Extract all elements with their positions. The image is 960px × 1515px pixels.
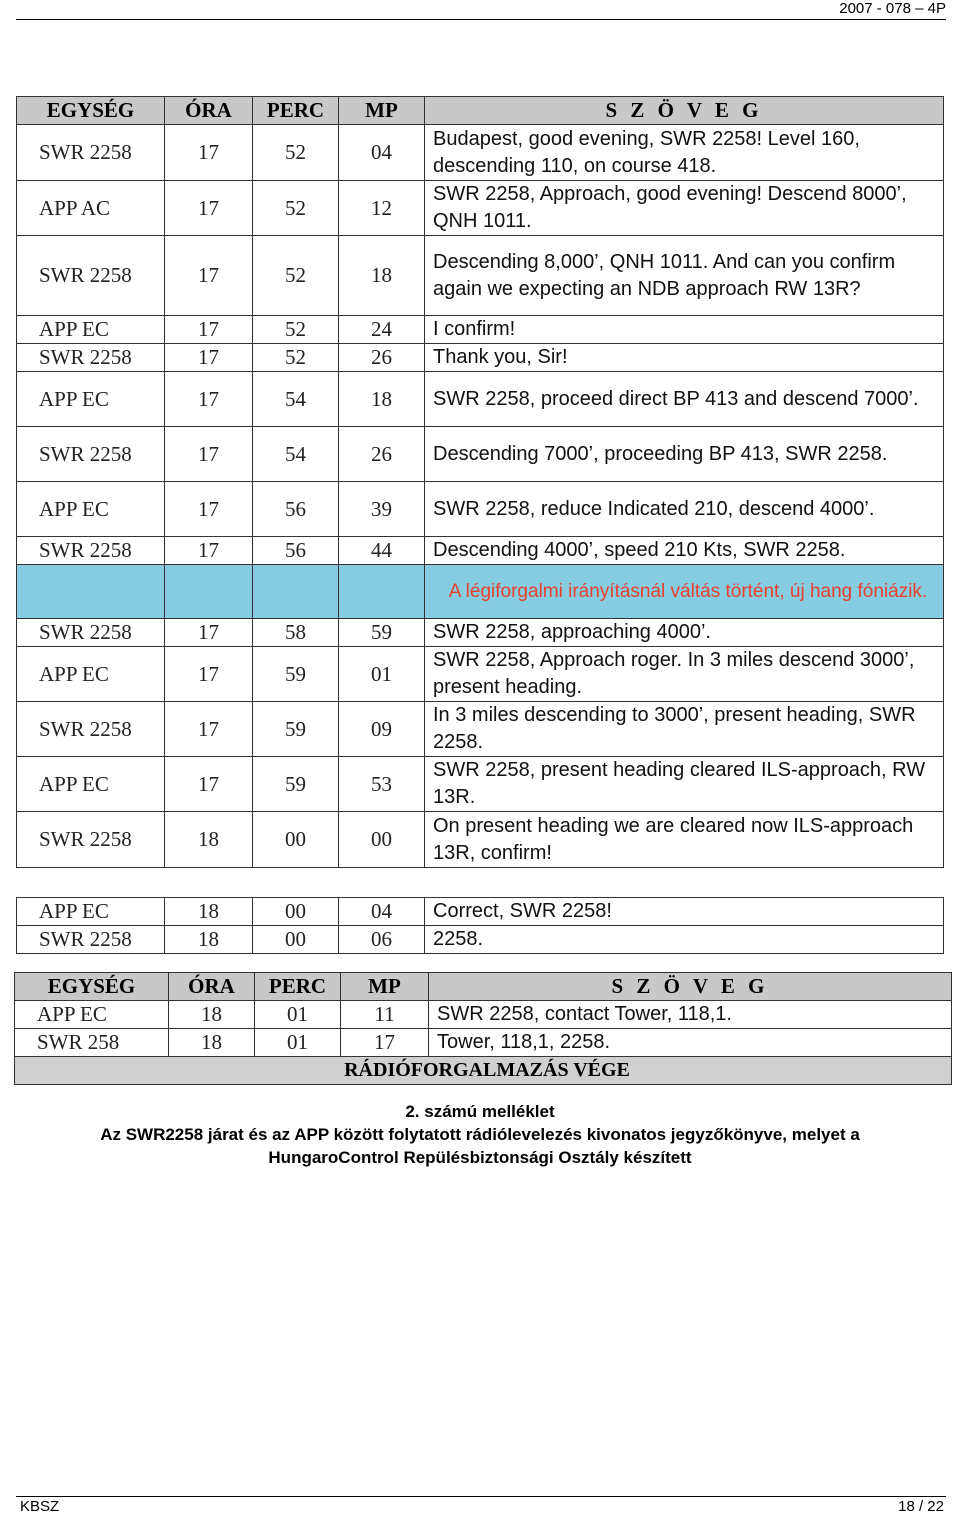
cell-unit: APP EC — [17, 482, 165, 537]
col-second-header: MP — [339, 97, 425, 125]
cell-hour: 17 — [165, 757, 253, 812]
cell-minute: 54 — [253, 427, 339, 482]
cell-minute: 59 — [253, 757, 339, 812]
cell-unit: SWR 258 — [15, 1029, 169, 1057]
table-row — [17, 812, 944, 868]
cell-second: 18 — [339, 236, 425, 316]
caption-annex-number: 2. számú melléklet — [405, 1102, 555, 1121]
cell-hour: 18 — [169, 1001, 255, 1029]
table-row — [15, 1001, 952, 1029]
cell-hour: 17 — [165, 647, 253, 702]
cell-hour: 17 — [165, 344, 253, 372]
table-row — [15, 1029, 952, 1057]
cell-unit: APP EC — [17, 647, 165, 702]
table-row — [17, 898, 944, 926]
cell-second: 11 — [341, 1001, 429, 1029]
cell-text: Tower, 118,1, 2258. — [429, 1029, 952, 1057]
cell-minute: 00 — [253, 812, 339, 868]
cell-unit: SWR 2258 — [17, 125, 165, 181]
cell-second: 18 — [339, 372, 425, 427]
cell-unit: SWR 2258 — [17, 619, 165, 647]
cell-second: 04 — [339, 898, 425, 926]
note-spacer — [339, 565, 425, 619]
controller-change-note: A légiforgalmi irányításnál váltás történt, új hang fóniázik. — [425, 565, 944, 619]
cell-second: 00 — [339, 812, 425, 868]
cell-text: In 3 miles descending to 3000’, present heading, SWR 2258. — [425, 702, 944, 757]
caption-description-cont: HungaroControl Repülésbiztonsági Osztály készített — [268, 1148, 692, 1167]
table-row — [17, 344, 944, 372]
col-text-header: S Z Ö V E G — [425, 97, 944, 125]
footer-rule — [16, 1496, 946, 1497]
cell-second: 04 — [339, 125, 425, 181]
cell-minute: 52 — [253, 236, 339, 316]
caption-description: Az SWR2258 járat és az APP között folytatott rádiólevelezés kivonatos jegyzőkönyve, melyet a — [100, 1125, 860, 1144]
cell-minute: 01 — [255, 1029, 341, 1057]
table-row — [17, 482, 944, 537]
cell-text: Budapest, good evening, SWR 2258! Level 160, descending 110, on course 418. — [425, 125, 944, 181]
cell-minute: 59 — [253, 702, 339, 757]
cell-minute: 52 — [253, 316, 339, 344]
cell-hour: 17 — [165, 482, 253, 537]
header-rule — [16, 19, 946, 20]
cell-second: 39 — [339, 482, 425, 537]
cell-minute: 52 — [253, 344, 339, 372]
table-row — [17, 427, 944, 482]
cell-text: SWR 2258, Approach roger. In 3 miles descend 3000’, present heading. — [425, 647, 944, 702]
col-unit-header: EGYSÉG — [17, 97, 165, 125]
note-spacer — [17, 565, 165, 619]
cell-second: 12 — [339, 181, 425, 236]
spacer-cell — [425, 868, 944, 898]
cell-second: 59 — [339, 619, 425, 647]
table-row — [17, 702, 944, 757]
table-row — [17, 372, 944, 427]
cell-unit: APP EC — [17, 372, 165, 427]
cell-hour: 18 — [165, 898, 253, 926]
cell-hour: 17 — [165, 372, 253, 427]
cell-unit: APP EC — [15, 1001, 169, 1029]
spacer-cell — [339, 868, 425, 898]
note-spacer — [253, 565, 339, 619]
cell-text: 2258. — [425, 926, 944, 954]
cell-hour: 17 — [165, 236, 253, 316]
table-row — [17, 316, 944, 344]
cell-minute: 52 — [253, 181, 339, 236]
cell-text: SWR 2258, approaching 4000’. — [425, 619, 944, 647]
cell-minute: 58 — [253, 619, 339, 647]
table-row — [17, 757, 944, 812]
table-row — [17, 125, 944, 181]
radio-log-table — [16, 96, 944, 954]
cell-hour: 18 — [165, 926, 253, 954]
cell-hour: 17 — [165, 181, 253, 236]
cell-unit: SWR 2258 — [17, 344, 165, 372]
col-minute-header: PERC — [253, 97, 339, 125]
col-hour-header: ÓRA — [165, 97, 253, 125]
cell-minute: 01 — [255, 1001, 341, 1029]
cell-unit: SWR 2258 — [17, 702, 165, 757]
cell-text: Correct, SWR 2258! — [425, 898, 944, 926]
table-header-row — [17, 97, 944, 125]
spacer-cell — [17, 868, 165, 898]
cell-text: On present heading we are cleared now ILS-approach 13R, confirm! — [425, 812, 944, 868]
cell-text: Descending 8,000’, QNH 1011. And can you confirm again we expecting an NDB approach RW 13R? — [425, 236, 944, 316]
cell-text: Descending 7000’, proceeding BP 413, SWR 2258. — [425, 427, 944, 482]
table-spacer-row — [17, 868, 944, 898]
col-text-header: S Z Ö V E G — [429, 973, 952, 1001]
spacer-cell — [253, 868, 339, 898]
table-row — [17, 537, 944, 565]
cell-second: 17 — [341, 1029, 429, 1057]
cell-unit: SWR 2258 — [17, 236, 165, 316]
cell-unit: APP EC — [17, 757, 165, 812]
col-second-header: MP — [341, 973, 429, 1001]
cell-hour: 17 — [165, 125, 253, 181]
document-reference: 2007 - 078 – 4P — [839, 0, 946, 17]
radio-log-table-end — [14, 972, 952, 1085]
col-minute-header: PERC — [255, 973, 341, 1001]
table-row — [17, 647, 944, 702]
table-row — [17, 236, 944, 316]
end-of-transmission-row — [15, 1057, 952, 1085]
cell-second: 26 — [339, 427, 425, 482]
cell-minute: 56 — [253, 482, 339, 537]
cell-text: Thank you, Sir! — [425, 344, 944, 372]
table-header-row — [15, 973, 952, 1001]
cell-unit: APP EC — [17, 898, 165, 926]
cell-second: 09 — [339, 702, 425, 757]
cell-minute: 52 — [253, 125, 339, 181]
controller-change-note-row — [17, 565, 944, 619]
cell-unit: SWR 2258 — [17, 537, 165, 565]
cell-unit: SWR 2258 — [17, 926, 165, 954]
cell-second: 06 — [339, 926, 425, 954]
caption — [0, 1100, 960, 1169]
cell-minute: 00 — [253, 898, 339, 926]
cell-second: 44 — [339, 537, 425, 565]
end-of-transmission-label: RÁDIÓFORGALMAZÁS VÉGE — [15, 1057, 952, 1085]
table-row — [17, 926, 944, 954]
cell-second: 01 — [339, 647, 425, 702]
cell-hour: 17 — [165, 316, 253, 344]
footer-org: KBSZ — [20, 1498, 60, 1515]
cell-second: 24 — [339, 316, 425, 344]
table-row — [17, 181, 944, 236]
cell-text: I confirm! — [425, 316, 944, 344]
cell-minute: 59 — [253, 647, 339, 702]
cell-minute: 54 — [253, 372, 339, 427]
cell-second: 53 — [339, 757, 425, 812]
col-unit-header: EGYSÉG — [15, 973, 169, 1001]
cell-hour: 17 — [165, 537, 253, 565]
cell-hour: 18 — [165, 812, 253, 868]
cell-text: SWR 2258, contact Tower, 118,1. — [429, 1001, 952, 1029]
table-row — [17, 619, 944, 647]
cell-text: Descending 4000’, speed 210 Kts, SWR 2258. — [425, 537, 944, 565]
cell-unit: SWR 2258 — [17, 427, 165, 482]
note-spacer — [165, 565, 253, 619]
cell-hour: 17 — [165, 702, 253, 757]
cell-unit: APP EC — [17, 316, 165, 344]
cell-hour: 18 — [169, 1029, 255, 1057]
cell-text: SWR 2258, proceed direct BP 413 and descend 7000’. — [425, 372, 944, 427]
cell-minute: 56 — [253, 537, 339, 565]
cell-unit: APP AC — [17, 181, 165, 236]
cell-text: SWR 2258, reduce Indicated 210, descend 4000’. — [425, 482, 944, 537]
cell-text: SWR 2258, Approach, good evening! Descend 8000’, QNH 1011. — [425, 181, 944, 236]
col-hour-header: ÓRA — [169, 973, 255, 1001]
cell-second: 26 — [339, 344, 425, 372]
cell-unit: SWR 2258 — [17, 812, 165, 868]
cell-hour: 17 — [165, 427, 253, 482]
cell-minute: 00 — [253, 926, 339, 954]
cell-text: SWR 2258, present heading cleared ILS-approach, RW 13R. — [425, 757, 944, 812]
spacer-cell — [165, 868, 253, 898]
page-number: 18 / 22 — [898, 1498, 944, 1515]
cell-hour: 17 — [165, 619, 253, 647]
